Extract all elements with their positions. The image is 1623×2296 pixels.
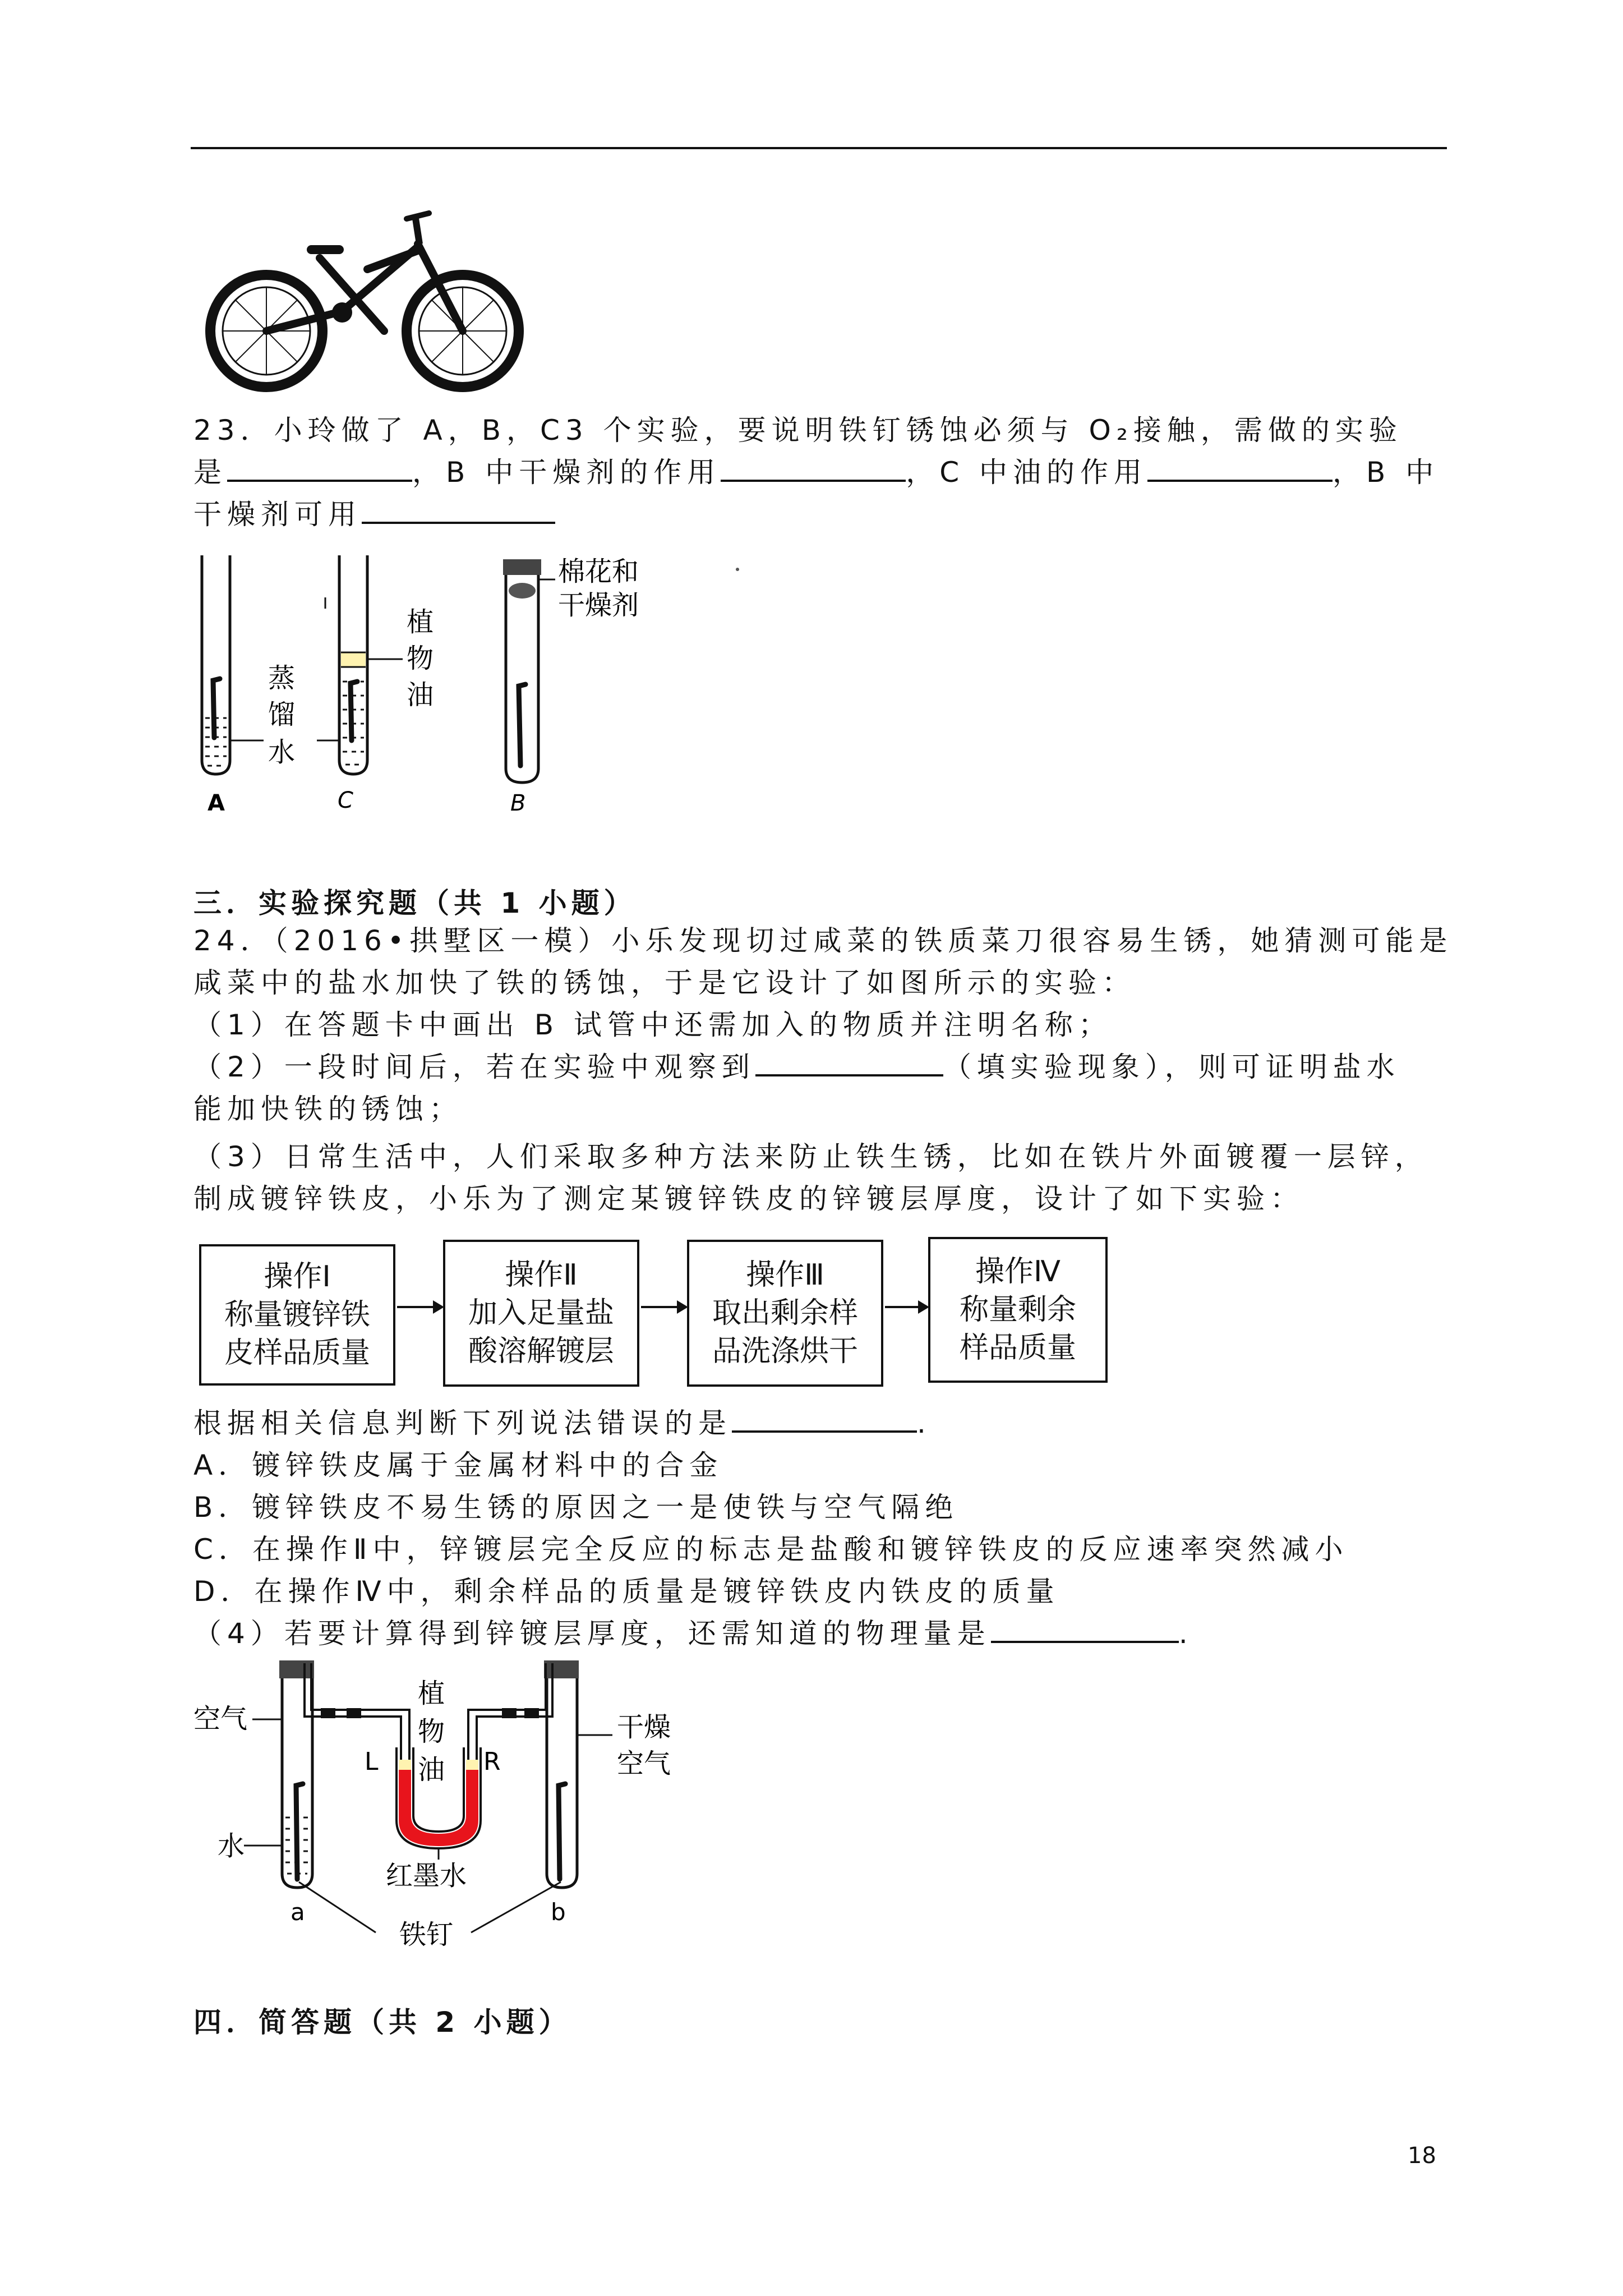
air-label: 空气 — [193, 1703, 248, 1734]
flow-step-3-line2: 取出剩余样 — [712, 1296, 858, 1330]
water-label-2: 馏 — [268, 699, 296, 730]
q23-line2-b: ，B 中干燥剂的作用 — [412, 456, 721, 489]
l-label: L — [365, 1747, 379, 1776]
flow-step-4-line2: 称量剩余 — [959, 1293, 1076, 1327]
q24-line1: 24．（2016•拱墅区一模）小乐发现切过咸菜的铁质菜刀很容易生锈，她猜测可能是 — [193, 924, 1453, 957]
answer-blank-1[interactable] — [227, 455, 412, 482]
oil-label-2: 物 — [418, 1716, 445, 1747]
oil-label-1: 植 — [418, 1678, 445, 1709]
q24-line4-a: （2）一段时间后，若在实验中观察到 — [193, 1051, 755, 1083]
q23-line1: 23．小玲做了 A，B，C3 个实验，要说明铁钉锈蚀必须与 O₂接触，需做的实验 — [193, 414, 1403, 447]
q24-line4-b: （填实验现象），则可证明盐水 — [943, 1051, 1400, 1083]
flow-step-4 — [928, 1237, 1108, 1383]
q24-line-q4 — [193, 1616, 1193, 1651]
water-label-1: 蒸 — [268, 662, 296, 694]
flow-step-3-line3: 品洗涤烘干 — [712, 1335, 858, 1368]
r-label: R — [483, 1747, 501, 1776]
flow-step-3-title: 操作Ⅲ — [746, 1258, 824, 1292]
tube-label-b: B — [510, 790, 526, 816]
nail-label: 铁钉 — [399, 1919, 454, 1950]
answer-blank-2[interactable] — [721, 455, 906, 482]
answer-blank-4[interactable] — [362, 497, 555, 524]
option-a: A．镀锌铁皮属于金属材料中的合金 — [193, 1449, 723, 1481]
flow-arrow-2 — [637, 1296, 693, 1318]
flow-step-2 — [443, 1240, 639, 1387]
option-b: B．镀锌铁皮不易生锈的原因之一是使铁与空气隔绝 — [193, 1491, 959, 1524]
oil-label-3: 油 — [418, 1754, 445, 1786]
flow-step-1-line3: 皮样品质量 — [224, 1336, 370, 1370]
section-4-title: 四．简答题（共 2 小题） — [193, 2006, 571, 2039]
water-label: 水 — [218, 1830, 245, 1862]
q24-line4 — [193, 1049, 1400, 1085]
cotton-label-1: 棉花和 — [558, 556, 639, 587]
tube-label-c: C — [338, 788, 353, 813]
flow-step-2-line2: 加入足量盐 — [468, 1296, 614, 1330]
cotton-label-2: 干燥剂 — [558, 590, 639, 621]
q24-line5: 能加快铁的锈蚀； — [193, 1093, 463, 1125]
flow-step-1 — [199, 1244, 395, 1386]
test-tubes-figure — [191, 553, 740, 822]
red-ink-label: 红墨水 — [386, 1860, 467, 1892]
page-number: 18 — [1408, 2143, 1436, 2169]
header-rule — [191, 147, 1447, 149]
flow-step-4-title: 操作Ⅳ — [975, 1255, 1061, 1289]
q24-q4-period: . — [1178, 1617, 1193, 1650]
flow-step-1-title: 操作Ⅰ — [264, 1260, 331, 1294]
q24-line6: （3）日常生活中，人们采取多种方法来防止铁生锈，比如在铁片外面镀覆一层锌， — [193, 1140, 1428, 1173]
q23-line2-a: 是 — [193, 456, 227, 489]
tube-a — [202, 555, 230, 774]
flow-step-4-line3: 样品质量 — [959, 1331, 1076, 1365]
q24-judge — [193, 1405, 932, 1441]
flow-step-2-line3: 酸溶解镀层 — [468, 1335, 614, 1368]
answer-blank-3[interactable] — [1147, 455, 1332, 482]
q24-judge-text: 根据相关信息判断下列说法错误的是 — [193, 1407, 732, 1439]
q24-line3: （1）在答题卡中画出 B 试管中还需加入的物质并注明名称； — [193, 1009, 1112, 1041]
flow-arrow-1 — [393, 1296, 449, 1318]
tube-label-b: b — [551, 1898, 566, 1926]
tube-label-a: a — [291, 1898, 305, 1926]
oil-label-1: 植 — [407, 606, 434, 638]
section-3-title: 三．实验探究题（共 1 小题） — [193, 887, 637, 919]
bicycle-image — [199, 205, 530, 393]
u-tube-apparatus-figure — [191, 1658, 695, 1955]
flow-step-1-line2: 称量镀锌铁 — [224, 1298, 370, 1332]
q23-line3 — [193, 496, 555, 532]
answer-blank-7[interactable] — [991, 1616, 1179, 1643]
q24-q4-text: （4）若要计算得到锌镀层厚度，还需知道的物理量是 — [193, 1617, 991, 1650]
q24-line2: 咸菜中的盐水加快了铁的锈蚀，于是它设计了如图所示的实验： — [193, 967, 1136, 999]
oil-label-3: 油 — [407, 679, 434, 711]
tube-label-a: A — [208, 790, 225, 816]
q23-line2 — [193, 454, 1439, 490]
dry-air-label-2: 空气 — [617, 1748, 671, 1779]
option-d: D．在操作Ⅳ中，剩余样品的质量是镀锌铁皮内铁皮的质量 — [193, 1575, 1060, 1608]
answer-blank-5[interactable] — [755, 1050, 943, 1076]
q24-judge-period: . — [917, 1407, 932, 1439]
water-label-3: 水 — [268, 737, 296, 768]
flow-arrow-3 — [880, 1296, 934, 1318]
q23-line2-d: ，B 中 — [1332, 456, 1440, 489]
option-c: C．在操作Ⅱ中，锌镀层完全反应的标志是盐酸和镀锌铁皮的反应速率突然减小 — [193, 1533, 1349, 1566]
q24-line7: 制成镀锌铁皮，小乐为了测定某镀锌铁皮的锌镀层厚度，设计了如下实验： — [193, 1182, 1304, 1215]
flow-step-3 — [687, 1240, 883, 1387]
q23-line3-text: 干燥剂可用 — [193, 498, 362, 531]
q23-line2-c: ，C 中油的作用 — [906, 456, 1148, 489]
dry-air-label-1: 干燥 — [617, 1711, 671, 1743]
answer-blank-6[interactable] — [732, 1406, 917, 1433]
flow-step-2-title: 操作Ⅱ — [505, 1258, 578, 1292]
oil-label-2: 物 — [407, 643, 434, 674]
